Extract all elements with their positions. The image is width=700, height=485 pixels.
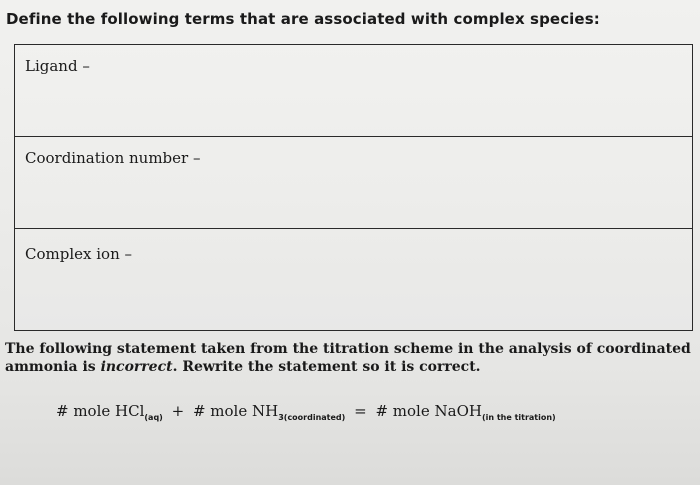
titration-equation (56, 402, 556, 422)
worksheet-heading: Define the following terms that are associated with complex species: (6, 10, 600, 28)
statement-line-2 (5, 358, 695, 376)
definitions-table (14, 44, 693, 331)
definition-row-ligand[interactable] (15, 45, 692, 137)
term-label-coordination-number: Coordination number – (25, 149, 201, 167)
equation-sub-titration: (in the titration) (481, 413, 556, 422)
equation-term-nh3: # mole NH (192, 402, 279, 420)
statement-line-2-start: ammonia is (5, 359, 101, 375)
definition-row-complex-ion[interactable] (15, 229, 692, 330)
equation-equals: = (354, 402, 367, 420)
statement-emphasis: incorrect (100, 359, 173, 375)
definition-row-coordination-number[interactable] (15, 137, 692, 229)
term-label-complex-ion: Complex ion – (25, 245, 132, 263)
instruction-statement (5, 340, 695, 376)
equation-plus: + (171, 402, 185, 420)
statement-line-1: The following statement taken from the titration scheme in the analysis of coordinated (5, 341, 691, 357)
equation-sub-aq: (aq) (144, 413, 163, 422)
term-label-ligand: Ligand – (25, 57, 90, 75)
equation-term-naoh: # mole NaOH (375, 402, 482, 420)
equation-term-hcl: # mole HCl (56, 402, 145, 420)
statement-line-2-end: . Rewrite the statement so it is correct. (172, 359, 481, 375)
equation-sub-coordinated: 3(coordinated) (278, 413, 346, 422)
